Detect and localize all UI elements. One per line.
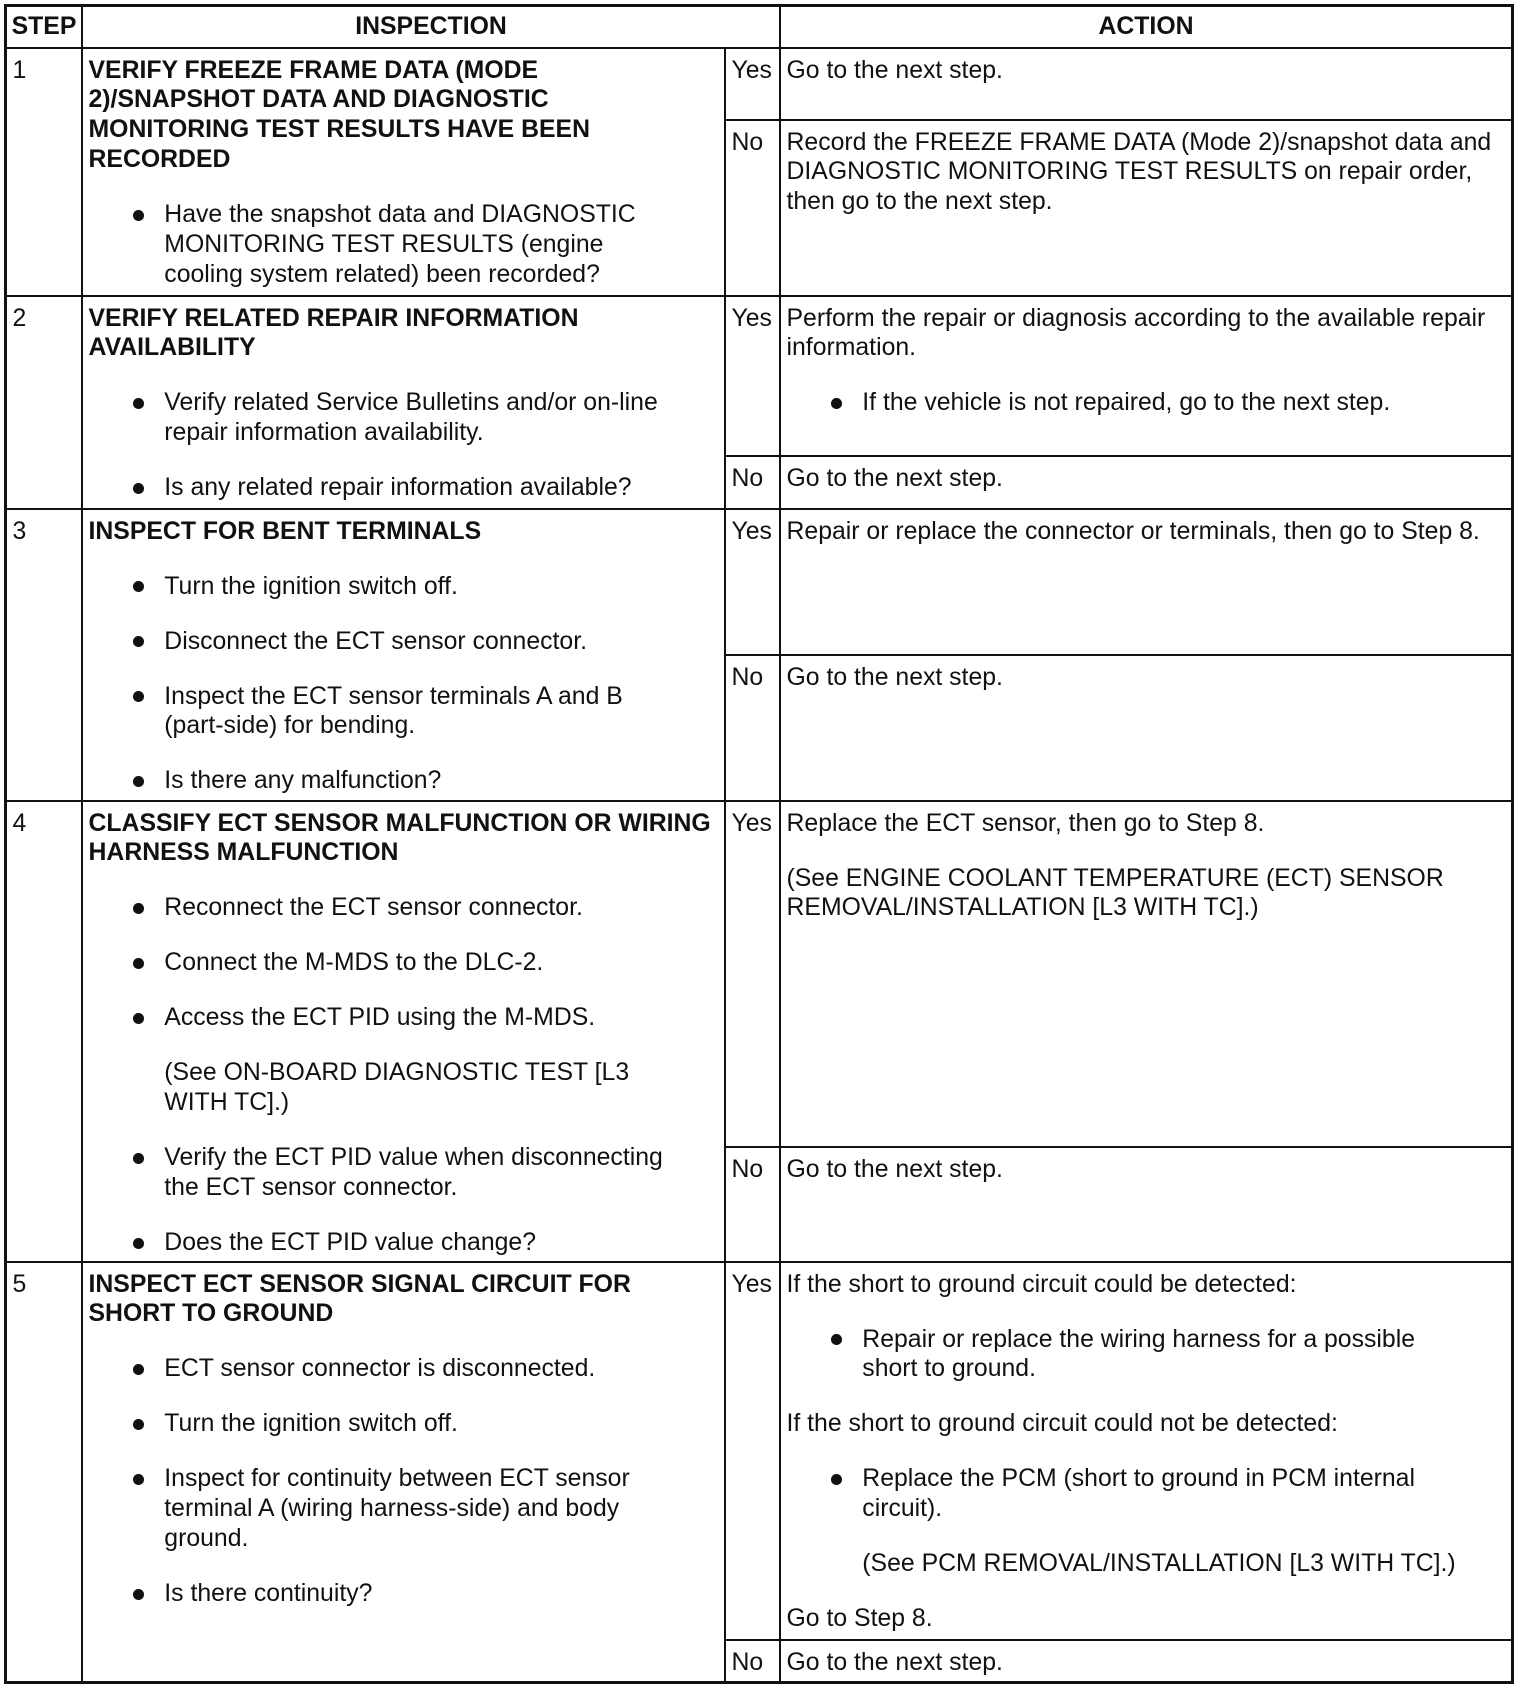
yes-label: Yes: [731, 1270, 772, 1298]
action-text: Go to the next step.: [786, 1648, 1003, 1676]
bullet-text: Repair or replace the wiring harness for a possible short to ground.: [862, 1325, 1415, 1383]
bullet-icon: [133, 958, 144, 969]
diagnostic-table: [4, 4, 1514, 1684]
yes-label: Yes: [731, 809, 772, 837]
bullet-text: Connect the M-MDS to the DLC-2.: [164, 949, 544, 977]
no-label-cell: [726, 1148, 779, 1261]
step-number: 3: [12, 517, 27, 545]
yes-action-cell: [781, 802, 1511, 1146]
inspection-bullet: [89, 948, 723, 978]
action-reference: (See ENGINE COOLANT TEMPERATURE (ECT) SENSOR REMOVAL/INSTALLATION [L3 WITH TC].): [786, 864, 1444, 922]
step-number: 4: [12, 809, 27, 837]
bullet-icon: [133, 1153, 144, 1164]
yes-label: Yes: [731, 517, 772, 545]
yes-label-cell: [726, 297, 779, 455]
inspection-cell: [83, 49, 724, 295]
action-text: Go to the next step.: [786, 1155, 1003, 1183]
bullet-text: Access the ECT PID using the M-MDS.: [164, 1004, 596, 1032]
inspection-bullet: [89, 893, 723, 923]
bullet-text: Turn the ignition switch off.: [164, 1410, 458, 1438]
yes-label: Yes: [731, 304, 772, 332]
inspection-cell: [83, 297, 724, 508]
no-action-cell: [781, 457, 1511, 508]
header-action-cell: [781, 7, 1511, 47]
bullet-text: Is there any malfunction?: [164, 767, 442, 795]
bullet-text: Is there continuity?: [164, 1580, 373, 1608]
action-text: Replace the ECT sensor, then go to Step 8.: [786, 809, 1265, 837]
action-condition-not-detected: If the short to ground circuit could not be detected:: [786, 1410, 1338, 1438]
yes-label-cell: [726, 802, 779, 1146]
step-number-cell: [7, 510, 81, 800]
action-text: Go to the next step.: [786, 464, 1003, 492]
action-reference: (See PCM REMOVAL/INSTALLATION [L3 WITH TC].): [862, 1550, 1456, 1578]
bullet-text: ECT sensor connector is disconnected.: [164, 1355, 596, 1383]
no-label: No: [731, 1155, 764, 1183]
inspection-bullet: [89, 1228, 723, 1258]
action-text: Go to Step 8.: [786, 1605, 933, 1633]
action-text: Go to the next step.: [786, 56, 1003, 84]
inspection-cell: [83, 1263, 724, 1681]
inspection-bullet: [89, 473, 723, 503]
bullet-icon: [831, 1334, 842, 1345]
inspection-heading: VERIFY RELATED REPAIR INFORMATION AVAILABILITY: [88, 304, 579, 362]
step-number: 1: [12, 56, 27, 84]
step-number: 5: [12, 1270, 27, 1298]
bullet-text: Disconnect the ECT sensor connector.: [164, 627, 587, 655]
bullet-icon: [133, 483, 144, 494]
bullet-icon: [133, 398, 144, 409]
step-number-cell: [7, 1263, 81, 1681]
header-action-label: ACTION: [1098, 13, 1194, 41]
action-bullet: [787, 388, 1510, 418]
bullet-icon: [133, 581, 144, 592]
inspection-bullet: [89, 572, 723, 602]
yes-action-cell: [781, 510, 1511, 654]
yes-label: Yes: [731, 56, 772, 84]
header-inspection-cell: [83, 7, 779, 47]
no-action-cell: [781, 656, 1511, 800]
action-text: Repair or replace the connector or terminals, then go to Step 8.: [786, 517, 1480, 545]
header-inspection-label: INSPECTION: [355, 13, 507, 41]
bullet-icon: [133, 1589, 144, 1600]
bullet-icon: [133, 1474, 144, 1485]
inspection-bullet: [89, 1354, 723, 1384]
action-text: Perform the repair or diagnosis according to the available repair information.: [786, 304, 1486, 362]
step-number: 2: [12, 304, 27, 332]
inspection-heading: INSPECT ECT SENSOR SIGNAL CIRCUIT FOR SHORT TO GROUND: [88, 1270, 631, 1328]
bullet-text: If the vehicle is not repaired, go to the next step.: [862, 389, 1391, 417]
bullet-text: Verify the ECT PID value when disconnecting the ECT sensor connector.: [164, 1144, 663, 1202]
inspection-cell: [83, 802, 724, 1261]
no-label: No: [731, 128, 764, 156]
no-label-cell: [726, 457, 779, 508]
bullet-icon: [133, 691, 144, 702]
no-label: No: [731, 1648, 764, 1676]
bullet-icon: [133, 1419, 144, 1430]
bullet-icon: [133, 1238, 144, 1249]
bullet-text: Replace the PCM (short to ground in PCM internal circuit).: [862, 1465, 1415, 1523]
bullet-icon: [133, 636, 144, 647]
inspection-reference-note: (See ON-BOARD DIAGNOSTIC TEST [L3 WITH TC].): [164, 1059, 630, 1117]
bullet-text: Inspect for continuity between ECT sensor terminal A (wiring harness-side) and body ground.: [164, 1465, 630, 1553]
step-number-cell: [7, 49, 81, 295]
bullet-text: Reconnect the ECT sensor connector.: [164, 894, 583, 922]
bullet-text: Verify related Service Bulletins and/or on-line repair information availability.: [164, 389, 658, 447]
no-label: No: [731, 663, 764, 691]
step-number-cell: [7, 802, 81, 1261]
bullet-icon: [133, 903, 144, 914]
bullet-text: Does the ECT PID value change?: [164, 1229, 537, 1257]
action-text: Go to the next step.: [786, 663, 1003, 691]
step-number-cell: [7, 297, 81, 508]
no-label-cell: [726, 656, 779, 800]
no-action-cell: [781, 1148, 1511, 1261]
inspection-heading: CLASSIFY ECT SENSOR MALFUNCTION OR WIRING HARNESS MALFUNCTION: [88, 809, 711, 867]
no-label: No: [731, 464, 764, 492]
yes-action-cell: [781, 297, 1511, 455]
bullet-icon: [133, 1364, 144, 1375]
no-label-cell: [726, 1641, 779, 1681]
no-label-cell: [726, 121, 779, 295]
inspection-heading: VERIFY FREEZE FRAME DATA (MODE 2)/SNAPSHOT DATA AND DIAGNOSTIC MONITORING TEST RESULTS HAVE BEEN RECORDED: [88, 56, 590, 174]
bullet-icon: [133, 776, 144, 787]
yes-action-cell: [781, 1263, 1511, 1639]
yes-label-cell: [726, 49, 779, 119]
header-step-cell: [7, 7, 81, 47]
inspection-bullet: [89, 766, 723, 796]
bullet-text: Inspect the ECT sensor terminals A and B (part-side) for bending.: [164, 682, 623, 740]
action-text: Record the FREEZE FRAME DATA (Mode 2)/snapshot data and DIAGNOSTIC MONITORING TEST RESULTS on repair order, then go to the next step.: [786, 128, 1492, 216]
bullet-text: Have the snapshot data and DIAGNOSTIC MONITORING TEST RESULTS (engine cooling system related) been recorded?: [164, 201, 636, 289]
action-bullet: [787, 1464, 1510, 1524]
action-condition-detected: If the short to ground circuit could be detected:: [786, 1270, 1297, 1298]
inspection-bullet: [89, 1143, 723, 1203]
yes-label-cell: [726, 1263, 779, 1639]
bullet-icon: [133, 210, 144, 221]
inspection-bullet: [89, 1579, 723, 1609]
inspection-bullet: [89, 682, 723, 742]
inspection-bullet: [89, 200, 723, 290]
yes-label-cell: [726, 510, 779, 654]
bullet-icon: [831, 1474, 842, 1485]
inspection-bullet: [89, 1464, 723, 1554]
inspection-bullet: [89, 627, 723, 657]
no-action-cell: [781, 1641, 1511, 1681]
inspection-bullet: [89, 1409, 723, 1439]
bullet-text: Is any related repair information available?: [164, 474, 632, 502]
no-action-cell: [781, 121, 1511, 295]
inspection-bullet: [89, 1003, 723, 1033]
yes-action-cell: [781, 49, 1511, 119]
inspection-heading: INSPECT FOR BENT TERMINALS: [88, 517, 482, 545]
header-step-label: STEP: [11, 13, 77, 41]
inspection-cell: [83, 510, 724, 800]
bullet-icon: [831, 398, 842, 409]
bullet-icon: [133, 1013, 144, 1024]
inspection-bullet: [89, 388, 723, 448]
bullet-text: Turn the ignition switch off.: [164, 572, 458, 600]
action-bullet: [787, 1325, 1510, 1385]
